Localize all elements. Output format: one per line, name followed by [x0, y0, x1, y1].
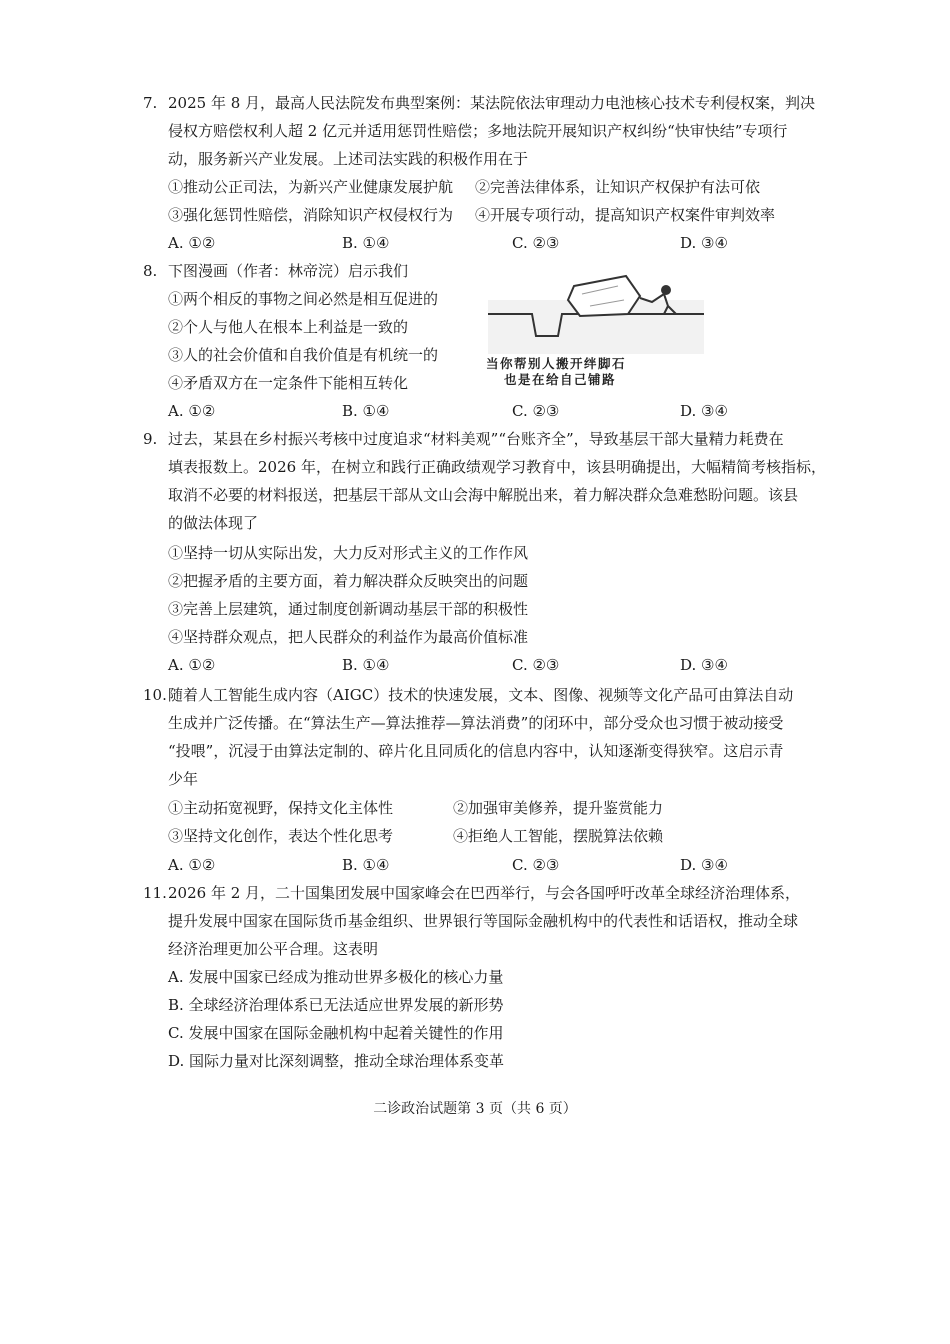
q8-choice-d[interactable]: D. ③④ [680, 402, 728, 420]
cartoon-stone [568, 276, 640, 316]
q8-item-3: ③人的社会价值和自我价值是有机统一的 [168, 346, 439, 364]
q9-item-4: ④坚持群众观点，把人民群众的利益作为最高价值标准 [168, 628, 529, 646]
q7-choice-b[interactable]: B. ①④ [342, 234, 390, 252]
q8-choice-c[interactable]: C. ②③ [512, 402, 560, 420]
q10-choice-c[interactable]: C. ②③ [512, 856, 560, 874]
q10-item-2: ②加强审美修养，提升鉴赏能力 [453, 799, 664, 817]
q9-stem-line-4: 的做法体现了 [168, 514, 259, 532]
q9-item-3: ③完善上层建筑，通过制度创新调动基层干部的积极性 [168, 600, 529, 618]
q7-item-1: ①推动公正司法，为新兴产业健康发展护航 [168, 178, 454, 196]
q9-stem-line-2: 填表报数上。2026 年，在树立和践行正确政绩观学习教育中，该县明确提出，大幅精简考核指标， [168, 458, 826, 476]
q10-stem-line-2: 生成并广泛传播。在“算法生产—算法推荐—算法消费”的闭环中，部分受众也习惯于被动接受 [168, 714, 784, 732]
q9-choice-a[interactable]: A. ①② [168, 656, 216, 674]
q7-item-3: ③强化惩罚性赔偿，消除知识产权侵权行为 [168, 206, 454, 224]
q10-number: 10. [143, 686, 167, 704]
cartoon-person-head [661, 285, 671, 295]
cartoon-caption-line-1: 当你帮别人搬开绊脚石 [486, 356, 627, 371]
q8-choice-b[interactable]: B. ①④ [342, 402, 390, 420]
q11-stem-line-2: 提升发展中国家在国际货币基金组织、世界银行等国际金融机构中的代表性和话语权，推动全球 [168, 912, 799, 930]
q8-item-1: ①两个相反的事物之间必然是相互促进的 [168, 290, 439, 308]
q8-stem: 下图漫画（作者：林帝浣）启示我们 [168, 262, 409, 280]
page-footer: 二诊政治试题第 3 页（共 6 页） [373, 1101, 577, 1117]
q7-item-4: ④开展专项行动，提高知识产权案件审判效率 [475, 206, 776, 224]
cartoon-caption-line-2: 也是在给自己铺路 [504, 372, 617, 387]
q10-item-4: ④拒绝人工智能，摆脱算法依赖 [453, 827, 664, 845]
q8-item-2: ②个人与他人在根本上利益是一致的 [168, 318, 409, 336]
q7-stem-line-3: 动，服务新兴产业发展。上述司法实践的积极作用在于 [168, 150, 529, 168]
q11-stem-line-1: 2026 年 2 月，二十国集团发展中国家峰会在巴西举行，与会各国呼吁改革全球经济治理体系， [168, 884, 801, 902]
q9-choice-b[interactable]: B. ①④ [342, 656, 390, 674]
q9-number: 9. [143, 430, 158, 448]
q10-choice-b[interactable]: B. ①④ [342, 856, 390, 874]
q8-number: 8. [143, 262, 158, 280]
q11-option-b[interactable]: B. 全球经济治理体系已无法适应世界发展的新形势 [168, 996, 504, 1014]
q10-choice-a[interactable]: A. ①② [168, 856, 216, 874]
q9-stem-line-3: 取消不必要的材料报送，把基层干部从文山会海中解脱出来，着力解决群众急难愁盼问题。该县 [168, 486, 799, 504]
q7-choice-c[interactable]: C. ②③ [512, 234, 560, 252]
q11-option-a[interactable]: A. 发展中国家已经成为推动世界多极化的核心力量 [168, 968, 504, 986]
q7-choice-d[interactable]: D. ③④ [680, 234, 728, 252]
q10-stem-line-4: 少年 [168, 770, 199, 788]
q9-stem-line-1: 过去，某县在乡村振兴考核中过度追求“材料美观”“台账齐全”，导致基层干部大量精力耗费在 [168, 430, 784, 448]
q8-item-4: ④矛盾双方在一定条件下能相互转化 [168, 374, 409, 392]
q10-choice-d[interactable]: D. ③④ [680, 856, 728, 874]
q10-stem-line-1: 随着人工智能生成内容（AIGC）技术的快速发展，文本、图像、视频等文化产品可由算法自动 [168, 686, 794, 704]
q10-item-3: ③坚持文化创作，表达个性化思考 [168, 827, 394, 845]
q11-option-d[interactable]: D. 国际力量对比深刻调整，推动全球治理体系变革 [168, 1052, 505, 1070]
q7-item-2: ②完善法律体系，让知识产权保护有法可依 [475, 178, 761, 196]
q11-option-c[interactable]: C. 发展中国家在国际金融机构中起着关键性的作用 [168, 1024, 504, 1042]
q9-choice-d[interactable]: D. ③④ [680, 656, 728, 674]
q11-stem-line-3: 经济治理更加公平合理。这表明 [168, 940, 379, 958]
q10-item-1: ①主动拓宽视野，保持文化主体性 [168, 799, 394, 817]
q9-item-1: ①坚持一切从实际出发，大力反对形式主义的工作作风 [168, 544, 529, 562]
q7-number: 7. [143, 94, 158, 112]
q7-choice-a[interactable]: A. ①② [168, 234, 216, 252]
q9-choice-c[interactable]: C. ②③ [512, 656, 560, 674]
q7-stem-line-1: 2025 年 8 月，最高人民法院发布典型案例：某法院依法审理动力电池核心技术专利侵权案，判决 [168, 94, 816, 112]
q9-item-2: ②把握矛盾的主要方面，着力解决群众反映突出的问题 [168, 572, 529, 590]
cartoon-image [478, 272, 706, 387]
q10-stem-line-3: “投喂”，沉浸于由算法定制的、碎片化且同质化的信息内容中，认知逐渐变得狭窄。这启示青 [168, 742, 784, 760]
q8-choice-a[interactable]: A. ①② [168, 402, 216, 420]
q11-number: 11. [143, 884, 167, 902]
q7-stem-line-2: 侵权方赔偿权利人超 2 亿元并适用惩罚性赔偿；多地法院开展知识产权纠纷“快审快结”专项行 [168, 122, 788, 140]
